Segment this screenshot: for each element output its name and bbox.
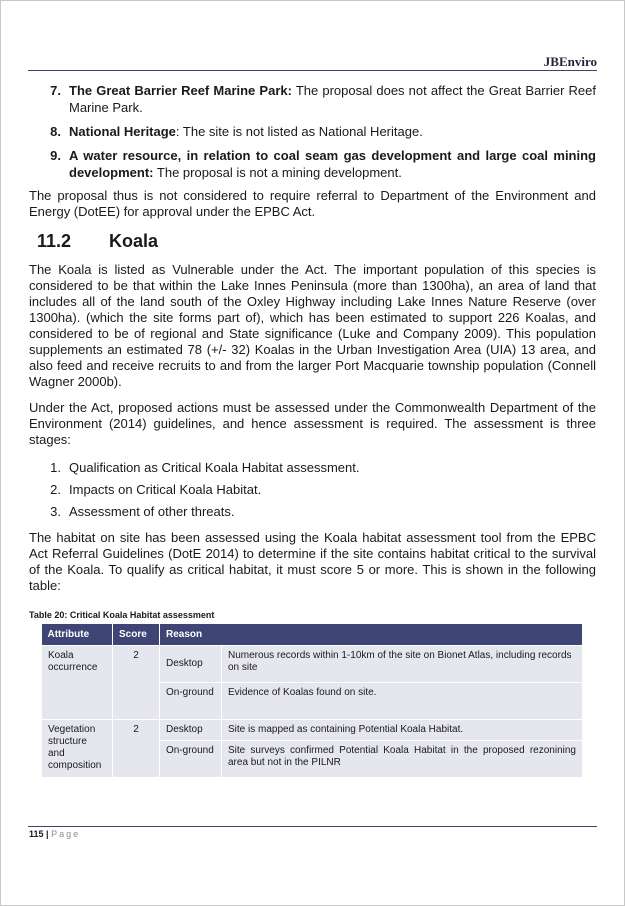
list-item bbox=[29, 460, 596, 476]
list-item bbox=[29, 482, 596, 498]
referral-paragraph: The proposal thus is not considered to require referral to Department of the Environment and Energy (DotEE) for approval under the EPBC Act. bbox=[29, 188, 596, 219]
list-item-text: The proposal does not affect the Great Barrier Reef Marine Park. bbox=[69, 83, 596, 115]
list-item-text: Qualification as Critical Koala Habitat assessment. bbox=[69, 460, 360, 475]
list-item-text: Impacts on Critical Koala Habitat. bbox=[69, 482, 262, 497]
koala-paragraph-1: The Koala is listed as Vulnerable under the Act. The important population of this species is considered to be that within the Lake Innes Peninsula (more than 1300ha), an area of land that includes all of the land south of the Oxley Highway including Lake Innes Nature Reserve (over 1300ha). (which the site forms part of), which has been estimated to support 226 Koalas, and considered to be of regional and State significance (Luke and Company 2009). This population supplements an estimated 78 (+/- 32) Koalas in the Urban Investigation Area (UIA) 13 area, and also feed and receive recruits to and from the larger Port Macquarie township population (Connell Wagner 2000b). bbox=[29, 262, 596, 389]
list-item bbox=[29, 82, 596, 116]
header-brand-logo: JBEnviro bbox=[543, 54, 597, 69]
cell-reason: Site is mapped as containing Potential Koala Habitat. bbox=[222, 720, 583, 741]
page-label: Page bbox=[51, 829, 81, 839]
cell-attribute: Vegetation structure and composition bbox=[42, 720, 113, 778]
table-row bbox=[42, 646, 583, 683]
koala-paragraph-3: The habitat on site has been assessed using the Koala habitat assessment tool from the EPBC Act Referral Guidelines (DotE 2014) to determine if the site contains habitat critical to the survival of the Koala. To qualify as critical habitat, it must score 5 or more. This is shown in the following table: bbox=[29, 530, 596, 593]
list-item-number: 7. bbox=[50, 83, 61, 98]
list-item-heading: A water resource, in relation to coal seam gas development and large coal mining development: bbox=[69, 148, 596, 180]
list-item-heading: The Great Barrier Reef Marine Park: bbox=[69, 83, 292, 98]
list-item-number: 9. bbox=[50, 148, 61, 163]
cell-reason: Evidence of Koalas found on site. bbox=[222, 683, 583, 720]
header-divider bbox=[28, 70, 597, 71]
cell-source: Desktop bbox=[160, 646, 222, 683]
header-score: Score bbox=[113, 624, 160, 646]
header-reason: Reason bbox=[160, 624, 583, 646]
assessment-stages-list bbox=[29, 460, 596, 520]
list-item-number: 2. bbox=[50, 482, 61, 497]
list-item-number: 8. bbox=[50, 124, 61, 139]
cell-score: 2 bbox=[113, 720, 160, 778]
cell-source: On-ground bbox=[160, 683, 222, 720]
cell-reason: Numerous records within 1-10km of the site on Bionet Atlas, including records on site bbox=[222, 646, 583, 683]
koala-habitat-table bbox=[41, 624, 583, 778]
epbc-matters-list bbox=[29, 82, 596, 181]
section-title: Koala bbox=[109, 231, 159, 251]
list-item bbox=[29, 504, 596, 520]
section-heading bbox=[37, 230, 596, 252]
list-item-text: Assessment of other threats. bbox=[69, 504, 235, 519]
cell-score: 2 bbox=[113, 646, 160, 720]
section-number: 11.2 bbox=[37, 231, 72, 251]
koala-paragraph-2: Under the Act, proposed actions must be assessed under the Commonwealth Department of the Environment (2014) guidelines, and hence assessment is required. The assessment is three stages: bbox=[29, 400, 596, 447]
footer-divider bbox=[28, 826, 597, 827]
page-content bbox=[29, 82, 596, 778]
cell-source: Desktop bbox=[160, 720, 222, 741]
footer-separator: | bbox=[43, 829, 52, 839]
page-footer bbox=[29, 829, 80, 839]
list-item-number: 1. bbox=[50, 460, 61, 475]
cell-reason: Site surveys confirmed Potential Koala Habitat in the proposed rezonining area but not in the PILNR bbox=[222, 741, 583, 778]
cell-source: On-ground bbox=[160, 741, 222, 778]
list-item-heading: National Heritage bbox=[69, 124, 176, 139]
table-caption: Table 20: Critical Koala Habitat assessment bbox=[29, 610, 215, 620]
list-item-text: The proposal is not a mining development. bbox=[153, 165, 402, 180]
page-number: 115 bbox=[29, 829, 44, 839]
cell-attribute: Koala occurrence bbox=[42, 646, 113, 720]
header-attribute: Attribute bbox=[42, 624, 113, 646]
table-header-row bbox=[42, 624, 583, 646]
list-item bbox=[29, 123, 596, 140]
list-item-text: : The site is not listed as National Heritage. bbox=[175, 124, 423, 139]
table-row bbox=[42, 720, 583, 741]
list-item bbox=[29, 147, 596, 181]
list-item-number: 3. bbox=[50, 504, 61, 519]
